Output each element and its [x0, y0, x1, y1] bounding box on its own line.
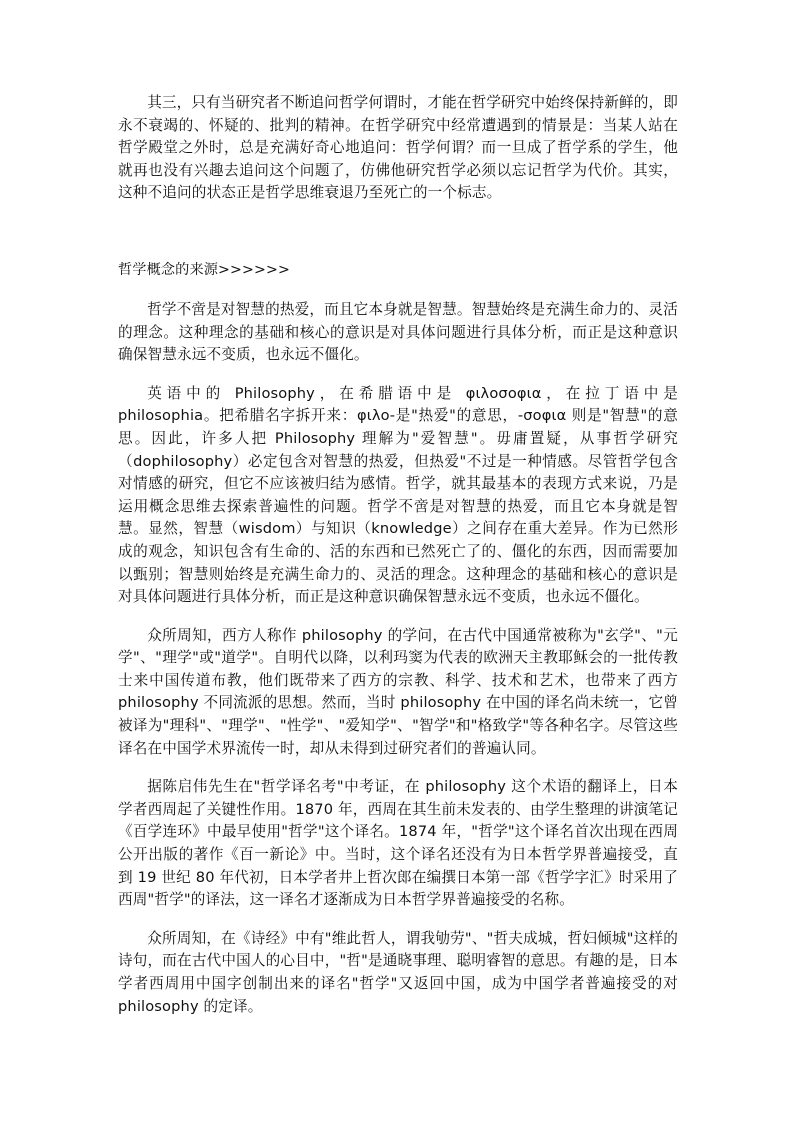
- body-paragraph-2: 英语中的 Philosophy，在希腊语中是 φιλοσοφια，在拉丁语中是 philosophia。把希腊名字拆开来：φιλο-是"热爱"的意思，-σοφια 则是"智慧"的意思。因此，许多人把 Philosophy 理解为"爱智慧"。毋庸置疑，从事哲学研究（dophilosophy）必定包含对智慧的热爱，但热爱"不过是一种情感。尽管哲学包含对情感的研究，但它不应该被归结为感情。哲学，就其最基本的表现方式来说，乃是运用概念思维去探索普遍性的问题。哲学不啻是对智慧的热爱，而且它本身就是智慧。显然，智慧（wisdom）与知识（knowledge）之间存在重大差异。作为已然形成的观念，知识包含有生命的、活的东西和已然死亡了的、僵化的东西，因而需要加以甄别；智慧则始终是充满生命力的、灵活的理念。这种理念的基础和核心的意识是对具体问题进行具体分析，而正是这种意识确保智慧永远不变质，也永远不僵化。: [118, 384, 678, 606]
- document-page: [118, 92, 678, 1018]
- section-heading: 哲学概念的来源>>>>>>: [118, 261, 290, 278]
- body-paragraph-3: 众所周知，西方人称作 philosophy 的学问，在古代中国通常被称为"玄学"、"元学"、"理学"或"道学"。自明代以降，以利玛窦为代表的欧洲天主教耶稣会的一批传教士来中国传道布教，他们既带来了西方的宗教、科学、技术和艺术，也带来了西方 philosophy 不同流派的思想。然而，当时 philosophy 在中国的译名尚未统一，它曾被译为"理科"、"理学"、"性学"、"爱知学"、"智学"和"格致学"等各种名字。尽管这些译名在中国学术界流传一时，却从未得到过研究者们的普遍认同。: [118, 626, 678, 757]
- intro-paragraph: 其三，只有当研究者不断追问哲学何谓时，才能在哲学研究中始终保持新鲜的，即永不衰竭的、怀疑的、批判的精神。在哲学研究中经常遭遇到的情景是：当某人站在哲学殿堂之外时，总是充满好奇心地追问：哲学何谓？而一旦成了哲学系的学生，他就再也没有兴趣去追问这个问题了，仿佛他研究哲学必须以忘记哲学为代价。其实，这种不追问的状态正是哲学思维衰退乃至死亡的一个标志。: [118, 94, 678, 202]
- body-paragraph-4: 据陈启伟先生在"哲学译名考"中考证，在 philosophy 这个术语的翻译上，日本学者西周起了关键性作用。1870 年，西周在其生前未发表的、由学生整理的讲演笔记《百学连环》中最早使用"哲学"这个译名。1874 年，"哲学"这个译名首次出现在西周公开出版的著作《百一新论》中。当时，这个译名还没有为日本哲学界普遍接受，直到 19 世纪 80 年代初，日本学者井上哲次郎在编撰日本第一部《哲学字汇》时采用了西周"哲学"的译法，这一译名才逐渐成为日本哲学界普遍接受的名称。: [118, 778, 678, 909]
- body-paragraph-5: 众所周知，在《诗经》中有"维此哲人，谓我劬劳"、"哲夫成城，哲妇倾城"这样的诗句，而在古代中国人的心目中，"哲"是通晓事理、聪明睿智的意思。有趣的是，日本学者西周用中国字创制出来的译名"哲学"又返回中国，成为中国学者普遍接受的对 philosophy 的定译。: [118, 929, 678, 1015]
- body-paragraph-1: 哲学不啻是对智慧的热爱，而且它本身就是智慧。智慧始终是充满生命力的、灵活的理念。这种理念的基础和核心的意识是对具体问题进行具体分析，而正是这种意识确保智慧永远不变质，也永远不僵化。: [118, 300, 678, 364]
